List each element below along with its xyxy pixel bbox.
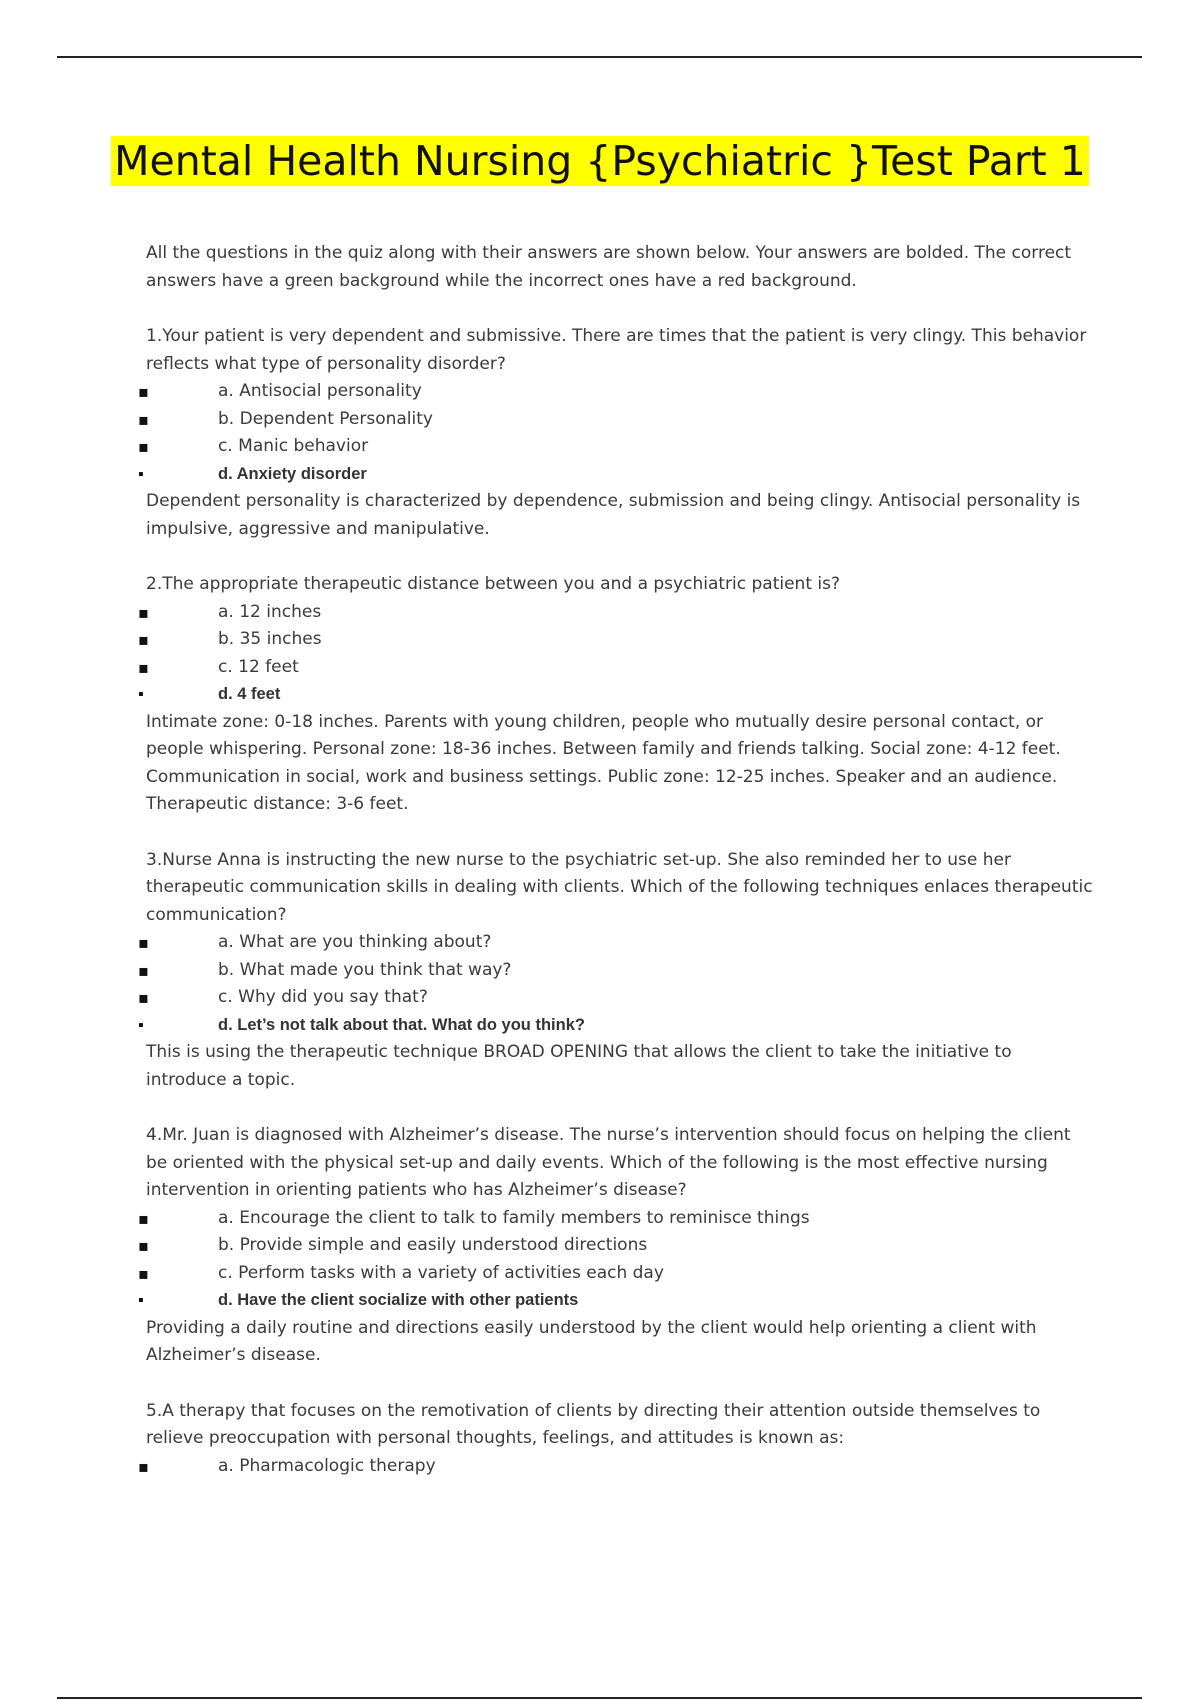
option-label: c. Why did you say that? [218,987,428,1007]
answer-option-a[interactable] [138,378,1096,406]
bullet-icon: ▪ [138,409,149,429]
top-rule [57,56,1142,58]
question-body: Mr. Juan is diagnosed with Alzheimer’s disease. The nurse’s intervention should focus on helping the client be oriented with the physical set-up and daily events. Which of the following is the most effective nursing intervention in orienting patients who has Alzheimer’s disease? [146,1125,1071,1200]
answer-options [138,378,1096,488]
answer-explanation: Providing a daily routine and directions easily understood by the client would help orienting a client with Alzheimer’s disease. [146,1317,1037,1365]
page-title: Mental Health Nursing {Psychiatric }Test Part 1 [111,136,1089,186]
option-label: a. Encourage the client to talk to family members to reminisce things [218,1207,810,1228]
answer-option-b[interactable] [138,406,1096,434]
answer-option-b[interactable] [138,957,1096,985]
question-body: A therapy that focuses on the remotivation of clients by directing their attention outside themselves to relieve preoccupation with personal thoughts, feelings, and attitudes is known as: [146,1400,1041,1448]
answer-options [138,599,1096,709]
option-label: a. What are you thinking about? [218,932,492,952]
bottom-rule [57,1697,1142,1699]
question-5 [138,1398,1096,1481]
question-text [146,847,1096,930]
intro-text: All the questions in the quiz along with their answers are shown below. Your answers are bolded. The correct answers have a green background while the incorrect ones have a red background. [146,243,1072,291]
question-number: 1. [146,326,163,346]
answer-option-a[interactable] [138,1453,1096,1481]
question-text [146,1398,1096,1453]
bullet-icon: ▪ [138,1292,144,1309]
bullet-icon: ▪ [138,630,149,649]
answer-option-d-selected[interactable] [138,1012,1096,1040]
option-label: d. Have the client socialize with other patients [218,1291,579,1309]
answer-option-a[interactable] [138,1205,1096,1233]
question-text [146,323,1096,378]
quiz-content [138,240,1096,1480]
answer-option-b[interactable] [138,626,1096,654]
question-number: 2. [146,574,163,594]
answer-option-c[interactable] [138,1260,1096,1288]
bullet-icon: ▪ [138,686,144,703]
bullet-icon: ▪ [138,960,149,980]
bullet-icon: ▪ [138,1456,149,1476]
answer-explanation: Dependent personality is characterized by dependence, submission and being clingy. Antisocial personality is impulsive, aggressive and manipulative. [146,491,1081,539]
answer-option-b[interactable] [138,1232,1096,1260]
title-container [0,136,1200,186]
bullet-icon: ▪ [138,657,149,677]
bullet-icon: ▪ [138,602,149,622]
bullet-icon: ▪ [138,382,149,401]
answer-options [138,929,1096,1039]
question-number: 3. [146,849,163,870]
question-number: 4. [146,1125,163,1145]
answer-option-a[interactable] [138,599,1096,627]
bullet-icon: ▪ [138,988,149,1007]
answer-option-d-selected[interactable] [138,461,1096,489]
question-4 [138,1122,1096,1370]
bullet-icon: ▪ [138,933,149,952]
answer-explanation: Intimate zone: 0-18 inches. Parents with young children, people who mutually desire personal contact, or people whispering. Personal zone: 18-36 inches. Between family and friends talking. Social zone: 4-12 feet. Communication in social, work and business settings. Public zone: 12-25 inches. Speaker and an audience. Therapeutic distance: 3-6 feet. [146,711,1061,814]
option-label: a. 12 inches [218,601,322,622]
answer-option-c[interactable] [138,654,1096,682]
option-label: d. Let’s not talk about that. What do you think? [218,1015,585,1034]
option-label: b. Dependent Personality [218,408,433,429]
option-label: a. Antisocial personality [218,381,422,401]
option-label: b. What made you think that way? [218,959,512,980]
option-label: a. Pharmacologic therapy [218,1455,436,1476]
question-text [146,571,1096,599]
option-label: d. 4 feet [218,685,281,703]
answer-option-d-selected[interactable] [138,1287,1096,1315]
option-label: c. Manic behavior [218,436,369,456]
question-1 [138,323,1096,543]
question-body: Your patient is very dependent and submissive. There are times that the patient is very clingy. This behavior reflects what type of personality disorder? [146,326,1087,374]
bullet-icon: ▪ [138,1263,149,1283]
question-body: The appropriate therapeutic distance between you and a psychiatric patient is? [162,574,840,594]
answer-option-c[interactable] [138,984,1096,1012]
answer-option-d-selected[interactable] [138,681,1096,709]
question-3 [138,847,1096,1095]
bullet-icon: ▪ [138,1208,149,1228]
bullet-icon: ▪ [138,1236,149,1255]
answer-option-a[interactable] [138,929,1096,957]
question-text [146,1122,1096,1205]
bullet-icon: ▪ [138,1016,144,1034]
option-label: c. 12 feet [218,656,299,677]
bullet-icon: ▪ [138,465,144,483]
question-body: Nurse Anna is instructing the new nurse to the psychiatric set-up. She also reminded her to use her therapeutic communication skills in dealing with clients. Which of the following techniques enlaces therapeutic communication? [146,849,1093,925]
answer-explanation: This is using the therapeutic technique BROAD OPENING that allows the client to take the initiative to introduce a topic. [146,1042,1012,1090]
answer-options [138,1205,1096,1315]
question-number: 5. [146,1400,163,1421]
option-label: b. Provide simple and easily understood directions [218,1235,648,1255]
answer-option-c[interactable] [138,433,1096,461]
option-label: c. Perform tasks with a variety of activities each day [218,1262,664,1283]
option-label: b. 35 inches [218,629,322,649]
question-2 [138,571,1096,819]
option-label: d. Anxiety disorder [218,464,367,483]
answer-options [138,1453,1096,1481]
bullet-icon: ▪ [138,437,149,456]
